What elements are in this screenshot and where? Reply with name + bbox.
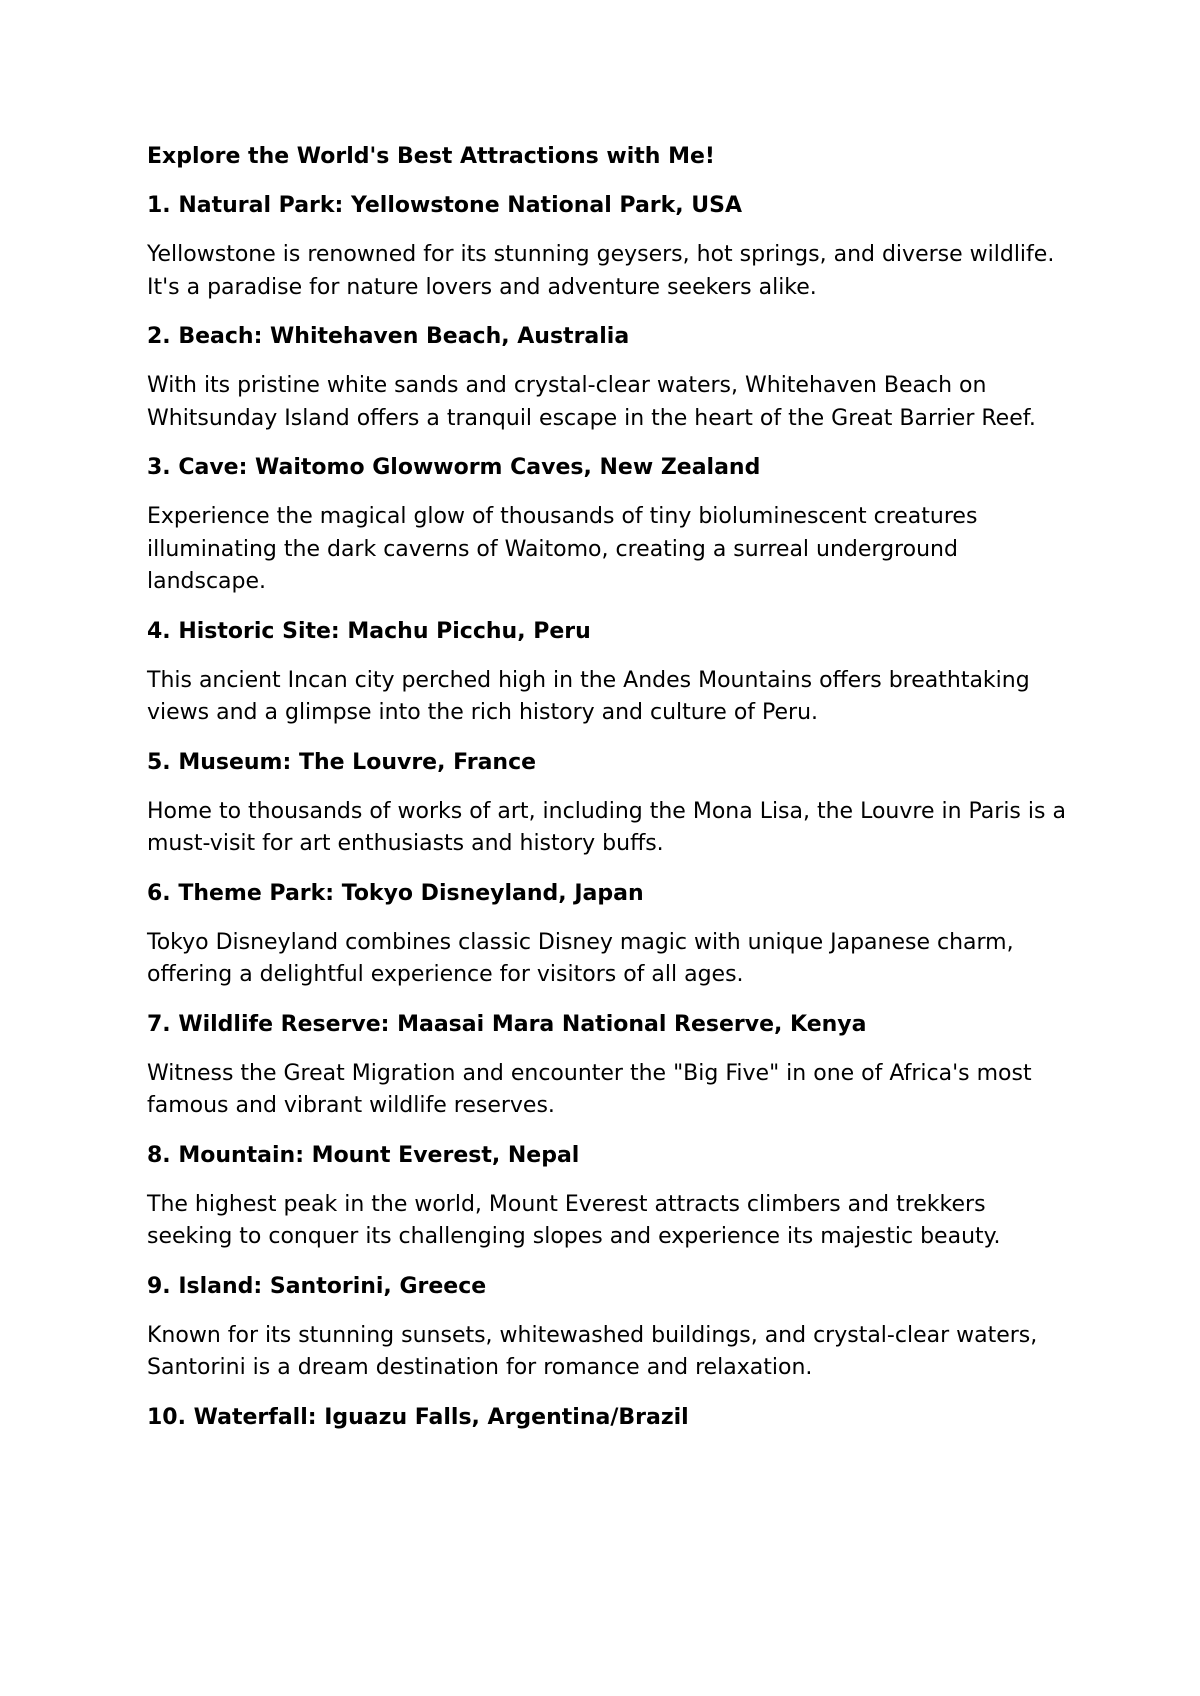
section-5	[147, 747, 1077, 861]
section-4	[147, 616, 1077, 730]
section-1	[147, 190, 1077, 304]
section-heading: 7. Wildlife Reserve: Maasai Mara National Reserve, Kenya	[147, 1011, 867, 1037]
section-body: The highest peak in the world, Mount Everest attracts climbers and trekkers seeking to conquer its challenging slopes and experience its majestic beauty.	[147, 1191, 1001, 1249]
section-heading: 4. Historic Site: Machu Picchu, Peru	[147, 618, 591, 644]
section-body: This ancient Incan city perched high in the Andes Mountains offers breathtaking views and a glimpse into the rich history and culture of Peru.	[147, 667, 1030, 725]
section-body: Home to thousands of works of art, including the Mona Lisa, the Louvre in Paris is a must-visit for art enthusiasts and history buffs.	[147, 798, 1066, 856]
section-body: Tokyo Disneyland combines classic Disney magic with unique Japanese charm, offering a delightful experience for visitors of all ages.	[147, 929, 1014, 987]
section-10	[147, 1402, 1077, 1434]
section-heading: 1. Natural Park: Yellowstone National Park, USA	[147, 193, 743, 218]
section-6	[147, 878, 1077, 992]
section-body: Known for its stunning sunsets, whitewashed buildings, and crystal-clear waters, Santorini is a dream destination for romance and relaxation.	[147, 1322, 1038, 1380]
section-heading: 6. Theme Park: Tokyo Disneyland, Japan	[147, 880, 644, 906]
section-7	[147, 1009, 1077, 1123]
section-heading: 9. Island: Santorini, Greece	[147, 1273, 487, 1299]
section-heading: 5. Museum: The Louvre, France	[147, 749, 537, 775]
section-heading: 2. Beach: Whitehaven Beach, Australia	[147, 324, 630, 349]
document-title: Explore the World's Best Attractions with Me!	[147, 144, 715, 169]
section-heading: 8. Mountain: Mount Everest, Nepal	[147, 1142, 580, 1168]
section-9	[147, 1271, 1077, 1385]
section-body: With its pristine white sands and crystal-clear waters, Whitehaven Beach on Whitsunday Island offers a tranquil escape in the heart of the Great Barrier Reef.	[147, 373, 1036, 431]
section-2	[147, 321, 1077, 435]
section-3	[147, 452, 1077, 599]
section-body: Yellowstone is renowned for its stunning geysers, hot springs, and diverse wildlife. It's a paradise for nature lovers and adventure seekers alike.	[147, 242, 1055, 300]
section-heading: 10. Waterfall: Iguazu Falls, Argentina/Brazil	[147, 1404, 689, 1430]
document-page	[147, 141, 1077, 1451]
section-body: Experience the magical glow of thousands of tiny bioluminescent creatures illuminating the dark caverns of Waitomo, creating a surreal underground landscape.	[147, 504, 978, 594]
section-8	[147, 1140, 1077, 1254]
section-heading: 3. Cave: Waitomo Glowworm Caves, New Zealand	[147, 455, 761, 480]
section-body: Witness the Great Migration and encounter the "Big Five" in one of Africa's most famous and vibrant wildlife reserves.	[147, 1060, 1032, 1118]
